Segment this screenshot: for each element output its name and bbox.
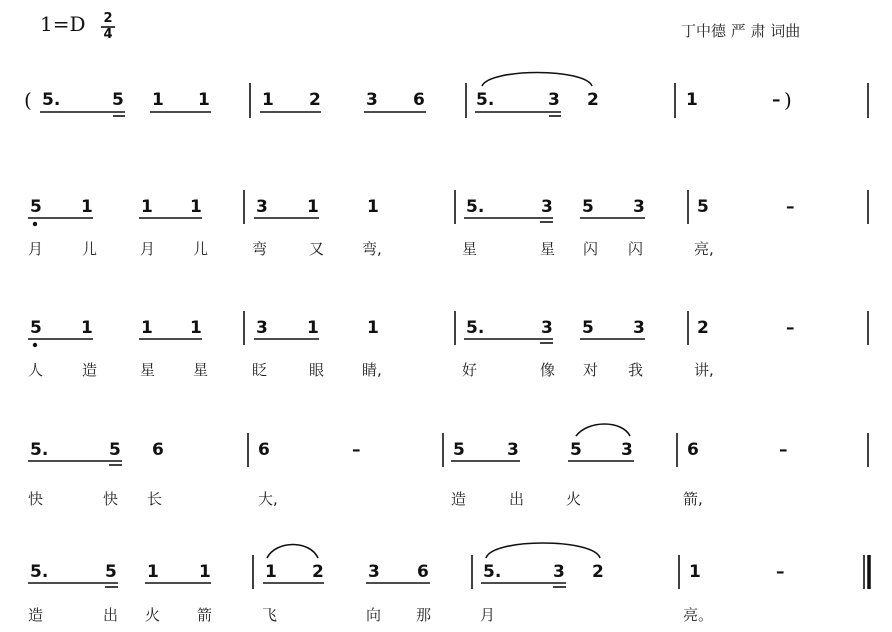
note: 5 bbox=[112, 90, 124, 110]
lyric: 星 bbox=[540, 240, 556, 258]
lyric: 眨 bbox=[252, 361, 268, 379]
lyric: 大, bbox=[258, 490, 278, 508]
note: 3 bbox=[541, 197, 553, 217]
note: 1 bbox=[141, 318, 153, 338]
dash: – bbox=[786, 197, 795, 217]
lyric: 讲, bbox=[694, 361, 714, 379]
note: 1 bbox=[367, 318, 379, 338]
note: 5 bbox=[105, 562, 117, 582]
lyric: 闪 bbox=[628, 240, 644, 258]
note: 5 bbox=[582, 197, 594, 217]
note: 3 bbox=[366, 90, 378, 110]
note: 5. bbox=[466, 318, 485, 338]
slur bbox=[576, 424, 630, 436]
key-signature: 1=D bbox=[40, 12, 86, 36]
note: 5. bbox=[30, 562, 49, 582]
open-paren: ( bbox=[24, 88, 32, 112]
note: 5 bbox=[582, 318, 594, 338]
time-signature-bottom: 4 bbox=[103, 27, 113, 42]
note: 1 bbox=[686, 90, 698, 110]
slur bbox=[486, 543, 600, 558]
note: 5 bbox=[30, 318, 42, 338]
lyric: 造 bbox=[28, 606, 44, 624]
note: 1 bbox=[689, 562, 701, 582]
lyric: 那 bbox=[416, 606, 432, 624]
time-signature-top: 2 bbox=[103, 11, 113, 26]
note: 3 bbox=[633, 197, 645, 217]
note: 2 bbox=[312, 562, 324, 582]
note: 1 bbox=[265, 562, 277, 582]
lyric: 人 bbox=[28, 361, 44, 379]
lyric: 箭 bbox=[197, 606, 213, 624]
lyric: 对 bbox=[583, 361, 599, 379]
low-octave-dot bbox=[33, 222, 37, 226]
note: 5 bbox=[453, 440, 465, 460]
lyric: 快 bbox=[28, 490, 44, 508]
lyric: 闪 bbox=[583, 240, 599, 258]
lyric: 长 bbox=[147, 490, 163, 508]
lyric: 箭, bbox=[683, 490, 703, 508]
dash: – bbox=[776, 562, 785, 582]
lyric: 好 bbox=[462, 361, 478, 379]
note: 3 bbox=[507, 440, 519, 460]
note: 1 bbox=[307, 318, 319, 338]
lyric: 儿 bbox=[82, 240, 98, 258]
note: 3 bbox=[633, 318, 645, 338]
note: 6 bbox=[413, 90, 425, 110]
note: 1 bbox=[199, 562, 211, 582]
note: 2 bbox=[697, 318, 709, 338]
note: 5. bbox=[30, 440, 49, 460]
lyric: 月 bbox=[28, 240, 44, 258]
note: 3 bbox=[541, 318, 553, 338]
note: 1 bbox=[198, 90, 210, 110]
lyric: 弯, bbox=[362, 240, 382, 258]
lyric: 眼 bbox=[309, 361, 325, 379]
note: 2 bbox=[587, 90, 599, 110]
note: 5 bbox=[697, 197, 709, 217]
lyric: 亮。 bbox=[683, 606, 714, 624]
note: 5 bbox=[570, 440, 582, 460]
note: 5. bbox=[42, 90, 61, 110]
note: 3 bbox=[553, 562, 565, 582]
note: 5 bbox=[30, 197, 42, 217]
lyric: 弯 bbox=[252, 240, 268, 258]
lyric: 亮, bbox=[694, 240, 714, 258]
lyric: 像 bbox=[540, 361, 556, 379]
lyric: 火 bbox=[566, 490, 582, 508]
lyric: 我 bbox=[628, 361, 644, 379]
dash: – bbox=[779, 440, 788, 460]
note: 1 bbox=[190, 318, 202, 338]
note: 1 bbox=[152, 90, 164, 110]
slur bbox=[267, 545, 318, 559]
lyric: 造 bbox=[82, 361, 98, 379]
note: 5. bbox=[483, 562, 502, 582]
dash: – bbox=[772, 90, 781, 110]
note: 1 bbox=[147, 562, 159, 582]
credits: 丁中德 严 肃 词曲 bbox=[681, 22, 801, 40]
lyric: 飞 bbox=[262, 606, 278, 624]
note: 2 bbox=[592, 562, 604, 582]
lyric: 出 bbox=[509, 490, 525, 508]
note: 1 bbox=[190, 197, 202, 217]
lyric: 月 bbox=[140, 240, 156, 258]
note: 3 bbox=[368, 562, 380, 582]
lyric: 快 bbox=[103, 490, 119, 508]
lyric: 儿 bbox=[193, 240, 209, 258]
lyric: 月 bbox=[480, 606, 496, 624]
note: 6 bbox=[152, 440, 164, 460]
note: 1 bbox=[367, 197, 379, 217]
note: 2 bbox=[309, 90, 321, 110]
dash: – bbox=[786, 318, 795, 338]
note: 3 bbox=[548, 90, 560, 110]
lyric: 星 bbox=[193, 361, 209, 379]
lyric: 又 bbox=[309, 240, 325, 258]
note: 3 bbox=[256, 318, 268, 338]
note: 3 bbox=[256, 197, 268, 217]
dash: – bbox=[352, 440, 361, 460]
lyric: 向 bbox=[366, 606, 382, 624]
note: 5. bbox=[476, 90, 495, 110]
close-paren: ) bbox=[784, 88, 792, 112]
lyric: 火 bbox=[145, 606, 161, 624]
note: 6 bbox=[687, 440, 699, 460]
low-octave-dot bbox=[33, 343, 37, 347]
slur bbox=[482, 73, 592, 87]
note: 5 bbox=[109, 440, 121, 460]
lyric: 出 bbox=[103, 606, 119, 624]
lyric: 星 bbox=[140, 361, 156, 379]
note: 6 bbox=[417, 562, 429, 582]
lyric: 星 bbox=[462, 240, 478, 258]
note: 1 bbox=[141, 197, 153, 217]
lyric: 睛, bbox=[362, 361, 382, 379]
note: 1 bbox=[262, 90, 274, 110]
lyric: 造 bbox=[451, 490, 467, 508]
note: 1 bbox=[307, 197, 319, 217]
note: 1 bbox=[81, 318, 93, 338]
note: 5. bbox=[466, 197, 485, 217]
note: 6 bbox=[258, 440, 270, 460]
note: 1 bbox=[81, 197, 93, 217]
note: 3 bbox=[621, 440, 633, 460]
